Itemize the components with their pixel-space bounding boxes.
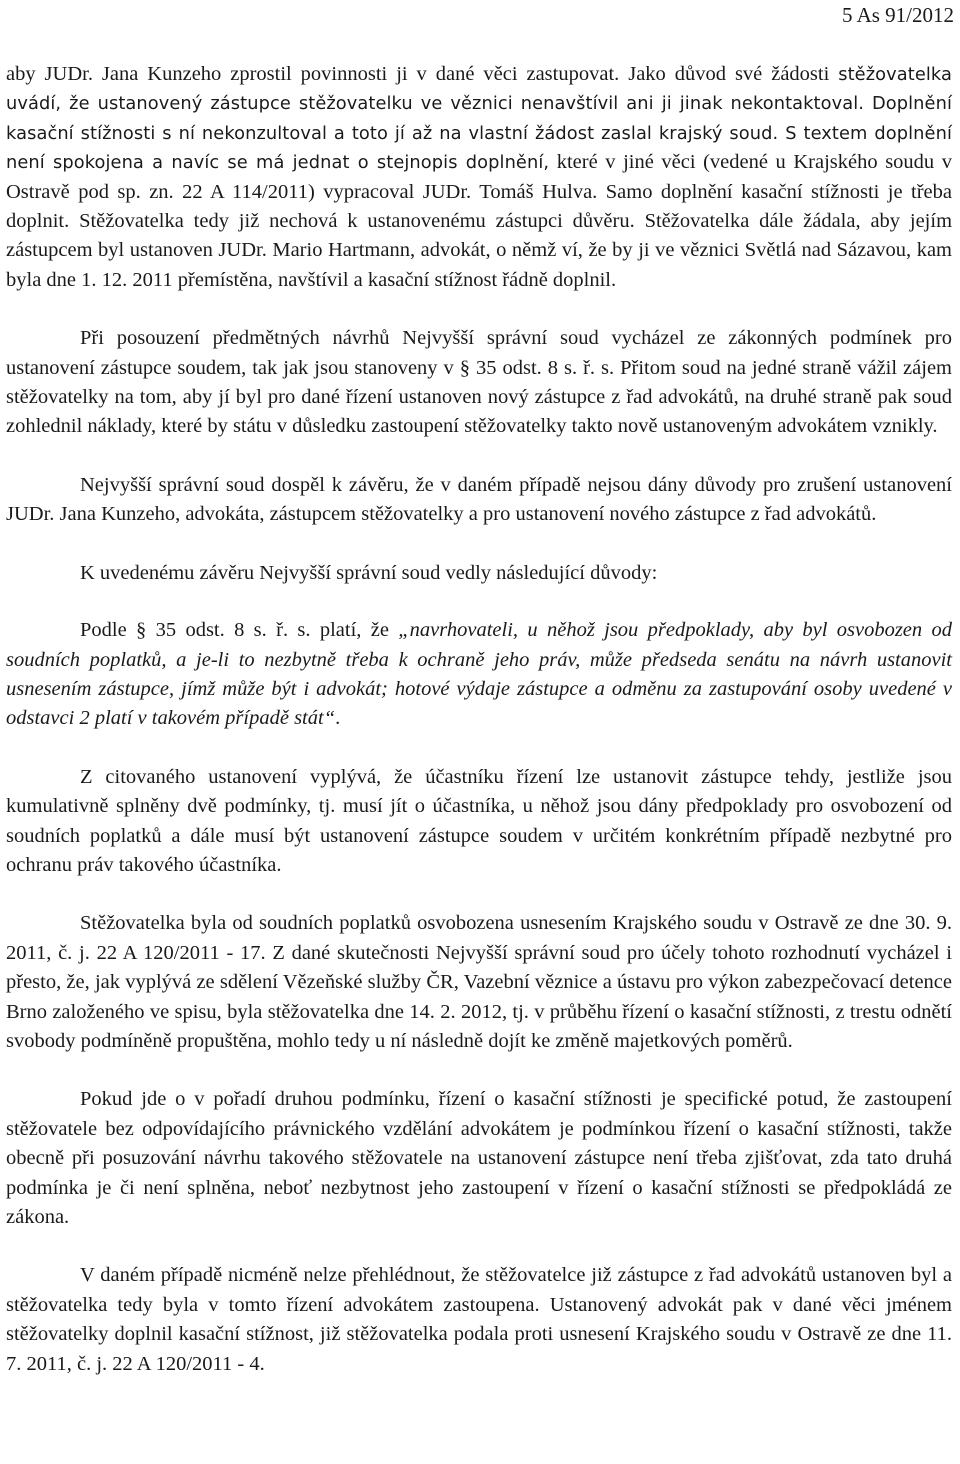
paragraph-8: Pokud jde o v pořadí druhou podmínku, řízení o kasační stížnosti je specifické potud, že zastoupení stěžovatele bez odpovídajícího právnického vzdělání advokátem je podmínkou řízení o kasační stížnosti, takže obecně při posuzování návrhu takového stěžovatele na ustanovení zástupce není třeba zjišťovat, zda tato druhá podmínka je či není splněna, neboť nezbytnost jeho zastoupení v řízení o kasační stížnosti se předpokládá ze zákona. xyxy=(6,1088,952,1228)
paragraph-2: Při posouzení předmětných návrhů Nejvyšší správní soud vycházel ze zákonných podmínek pro ustanovení zástupce soudem, tak jak jsou stanoveny v § 35 odst. 8 s. ř. s. Přitom soud na jedné straně vážil zájem stěžovatelky na tom, aby jí byl pro dané řízení ustanoven nový zástupce z řad advokátů, na druhé straně pak soud zohlednil náklady, které by státu v důsledku zastoupení stěžovatelky takto nově ustanoveným advokátem vznikly. xyxy=(6,327,952,438)
file-number: 5 As 91/2012 xyxy=(841,3,954,27)
paragraph-7: Stěžovatelka byla od soudních poplatků osvobozena usnesením Krajského soudu v Ostravě ze dne 30. 9. 2011, č. j. 22 A 120/2011 - 17. Z dané skutečnosti Nejvyšší správní soud pro účely tohoto rozhodnutí vycházel i přesto, že, jak vyplývá ze sdělení Vězeňské služby ČR, Vazební věznice a ústavu pro výkon zabezpečovací detence Brno založeného ve spisu, byla stěžovatelka dne 14. 2. 2012, tj. v průběhu řízení o kasační stížnosti, z trestu odnětí svobody podmíněně propuštěna, mohlo tedy u ní následně dojít ke změně majetkových poměrů. xyxy=(6,912,952,1052)
p5-quote: „navrhovateli, u něhož jsou předpoklady, aby byl osvobozen od soudních poplatků, a je-li to nezbytně třeba k ochraně jeho práv, může předseda senátu na návrh ustanovit usnesením zástupce, jímž může být i advokát; hotové výdaje zástupce a odměnu za zastupování osoby uvedené v odstavci 2 platí v takovém případě stát“ xyxy=(6,619,952,730)
p1-serif-text: které v jiné věci (vedené u Krajského soudu v Ostravě pod sp. zn. 22 A 114/2011) vypracoval JUDr. Tomáš Hulva. Samo doplnění kasační stížnosti je třeba doplnit. xyxy=(6,151,952,233)
paragraph-4: K uvedenému závěru Nejvyšší správní soud vedly následující důvody: xyxy=(80,561,658,584)
document-body xyxy=(6,60,952,1379)
paragraph-9: V daném případě nicméně nelze přehlédnout, že stěžovatelce již zástupce z řad advokátů ustanoven byl a stěžovatelka tedy byla v tomto řízení advokátem zastoupena. Ustanovený advokát pak v dané věci jménem stěžovatelky doplnil kasační stížnost, již stěžovatelka podala proti usnesení Krajského soudu v Ostravě ze dne 11. 7. 2011, č. j. 22 A 120/2011 - 4. xyxy=(6,1264,952,1375)
p5-end: . xyxy=(335,707,341,730)
p1-first-line: aby JUDr. Jana Kunzeho zprostil povinnosti ji v dané věci zastupovat. Jako důvod své žádosti xyxy=(6,63,830,85)
paragraph-5 xyxy=(6,616,952,734)
paragraph-6: Z citovaného ustanovení vyplývá, že účastníku řízení lze ustanovit zástupce tehdy, jestliže jsou kumulativně splněny dvě podmínky, tj. musí jít o účastníka, u něhož jsou dány předpoklady pro osvobození od soudních poplatků a dále musí být ustanovení zástupce soudem v určitém konkrétním případě nezbytné pro ochranu práv takového účastníka. xyxy=(6,765,952,876)
paragraph-3: Nejvyšší správní soud dospěl k závěru, že v daném případě nejsou dány důvody pro zrušení ustanovení JUDr. Jana Kunzeho, advokáta, zástupcem stěžovatelky a pro ustanovení nového zástupce z řad advokátů. xyxy=(6,473,952,526)
p1-trust-sentence: Stěžovatelka tedy již nechová k ustanovenému zástupci důvěru. xyxy=(79,210,635,233)
p1-sans-text: stěžovatelka uvádí, že ustanovený zástupce stěžovatelku ve věznici nenavštívil ani ji jinak nekontaktoval. Doplnění kasační stížnosti s ní nekonzultoval a toto jí až na vlastní žádost zaslal krajský soud. S textem doplnění není spokojena a navíc se má jednat o stejnopis doplnění, xyxy=(6,64,952,174)
paragraph-1 xyxy=(6,60,952,295)
p1-request-sentence: Stěžovatelka dále žádala, aby jejím zástupcem byl ustanoven JUDr. Mario Hartmann, advokát, o němž ví, že by ji ve věznici Světlá nad Sázavou, kam byla dne 1. 12. 2011 přemístěna, navštívil a kasační stížnost řádně doplnil. xyxy=(6,210,953,291)
p5-lead: Podle § 35 odst. 8 s. ř. s. platí, že xyxy=(80,619,399,642)
